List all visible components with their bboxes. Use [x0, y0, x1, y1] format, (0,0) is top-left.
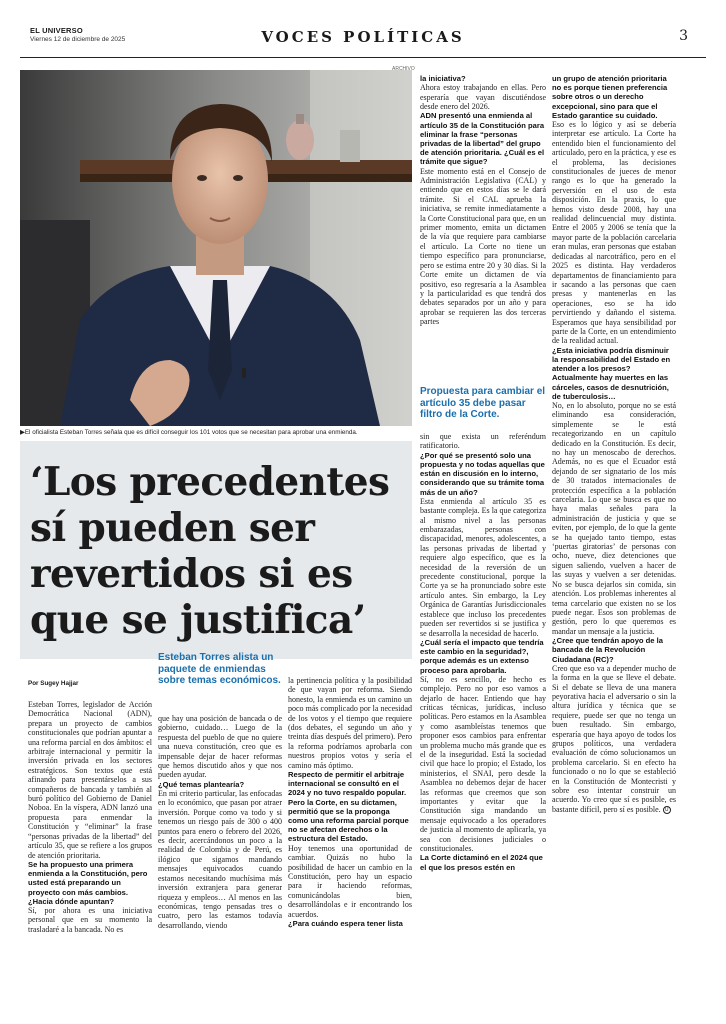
- article-column-5: [552, 74, 676, 814]
- answer: Sí, no es sencillo, de hecho es complejo. Pero no por eso vamos a dejarlo de hacer. Entiendo que hay críticas técnicas, jurídicas, incluso políticas. Pero estamos en la Asamblea y como asambleístas tenemos que proponer esos cambios para enfrentar un problema mucho más grande que es el de la inseguridad. Está la sociedad civil que hace lo propio; el Estado, los ministerios, el SNAI, pero desde la Asamblea no debemos dejar de hacer las reformas que creemos que son importantes y evitar que la Constitución siga mandando un mensaje equivocado a los operadores de justicia al momento de aplicarla, ya sea con decisiones judiciales o constitucionales.: [420, 674, 546, 854]
- masthead: [20, 22, 706, 58]
- question: La Corte dictaminó en el 2024 que el que los presos estén en: [420, 853, 543, 872]
- closing-answer: Creo que eso va a depender mucho de la forma en la que se lleve el debate. Si el debate se lleva de una manera peyorativa hacia el adversario o sin la altura jurídica y técnica que se requiere, puede ser que no tenga un buen resultado. Sin embargo, esperaría que haya apoyo de todos los grupos políticos, una verdadera evaluación de cómo solucionamos un problema carcelario. Si en efecto ha funcionado o no lo que se estableció en la Constitución de Montecristi y sobre eso intentar construir un acuerdo. Yo creo que sí es posible, es bastante difícil, pero sí es posible.: [552, 663, 676, 814]
- article-column-1: [28, 700, 152, 934]
- question: Respecto de permitir el arbitraje internacional se consultó en el 2024 y no tuvo respaldo popular. Pero la Corte, en su dictamen, permitió que se la proponga como una reforma parcial porque no se afectan derechos o la estructura del Estado.: [288, 770, 409, 844]
- article-column-4: [420, 74, 546, 327]
- question: la iniciativa?: [420, 74, 466, 83]
- photo-caption-text: El oficialista Esteban Torres señala que es difícil conseguir los 101 votos que se necesitan para aprobar una enmienda.: [24, 429, 358, 436]
- answer: Sí, por ahora es una iniciativa personal que en su momento la trasladaré a la bancada. No es: [28, 905, 152, 934]
- pull-quote-article-35: Propuesta para cambiar el artículo 35 debe pasar filtro de la Corte.: [420, 386, 546, 420]
- caption-marker-icon: ▶: [20, 429, 25, 436]
- publication-date: Viernes 12 de diciembre de 2025: [30, 36, 126, 43]
- answer: [552, 664, 676, 815]
- publication-name: EL UNIVERSO: [30, 26, 83, 35]
- pull-quote-economic: Esteban Torres alista un paquete de enmiendas sobre temas económicos.: [158, 652, 281, 686]
- end-mark-icon: U: [663, 806, 671, 814]
- answer: que hay una posición de bancada o de gobierno, cuidado… Luego de la respuesta del pueblo de que no quiere una nueva constitución, creo que es impensable dejar de hacer reformas que hemos discutido años y que nos pueden ayudar.: [158, 714, 282, 780]
- question: ¿Esta iniciativa podría disminuir la responsabilidad del Estado en atender a los presos? Actualmente hay muertes en las cárceles, casos de desnutrición, de tuberculosis…: [552, 345, 671, 401]
- headline: ‘Los precedentes sí pueden ser revertidos si es que se justifica’: [30, 459, 390, 643]
- answer: Ahora estoy trabajando en ellas. Pero esperaría que vayan discutiéndose desde enero del 2026.: [420, 83, 546, 112]
- question: ¿Por qué se presentó solo una propuesta y no todas aquellas que están en discusión en lo interno, considerando que su trámite toma más de un año?: [420, 450, 545, 497]
- answer: Esta enmienda al artículo 35 es bastante compleja. Es la que categoriza al mismo nivel a las personas embarazadas, personas con discapacidad, menores, adolescentes, a las personas privadas de libertad y requiere algo específico, que es la necesidad de la reversión de un precedente constitucional, porque la Corte ya se ha pronunciado sobre este artículo antes. Sin embargo, la Ley Orgánica de Garantías Jurisdiccionales establece que incluso los precedentes pueden ser revertidos si se justifica y se desarrolla la necesidad de hacerlo.: [420, 496, 546, 638]
- answer: Hoy tenemos una oportunidad de cambiar. Quizás no hubo la posibilidad de hacer un cambio en la Constitución, pero hay un espacio para ir haciendo reformas, comunicándolas bien, desarrollándolas e ir encontrando los acuerdos.: [288, 843, 412, 919]
- answer: sin que exista un referéndum ratificatorio.: [420, 432, 546, 451]
- photo-credit: ARCHIVO: [392, 66, 415, 72]
- portrait-photo: [20, 70, 412, 426]
- question: un grupo de atención prioritaria no es porque tienen preferencia sobre otros o un derecho excepcional, sino para que el Estado garantice su cuidado.: [552, 74, 668, 120]
- question: ¿Para cuándo espera tener lista: [288, 918, 403, 928]
- question: Se ha propuesto una primera enmienda a la Constitución, pero usted está preparando un proyecto con más cambios. ¿Hacia dónde apuntan?: [28, 859, 148, 906]
- section-title: VOCES POLÍTICAS: [261, 28, 465, 46]
- headline-box: [20, 441, 412, 659]
- answer: la pertinencia política y la posibilidad de que vayan por reforma. Siendo honesto, la enmienda es un camino un poco más complicado por la necesidad de los votos y el tiempo que requiere (dos debates, el segundo un año y treinta días después del primero). Pero la reforma podríamos aprobarla con nuestros propios votos y sería el camino más óptimo.: [288, 676, 412, 770]
- answer: En mi criterio particular, las enfocadas en lo económico, que pasan por atraer inversión. Porque como va todo y si tenemos un riesgo país de 300 o 400 puntos para enero o febrero del 2026, es decir, acercándonos un poco a la realidad de Colombia y de Perú, es ilógico que sigamos mandando mensajes equivocados cuando estamos necesitando muchísima más inversión extranjera para generar riqueza y empleos… Al menos en las económicas, tengo pensadas tres o cuatro, pero las estamos todavía desarrollando, viendo: [158, 789, 282, 930]
- article-column-2: [158, 714, 282, 930]
- article-column-4-lower: [420, 432, 546, 872]
- question: ADN presentó una enmienda al artículo 35 de la Constitución para eliminar la frase “personas privadas de la libertad” del grupo de atención prioritaria. ¿Cuál es el trámite que sigue?: [420, 111, 545, 167]
- photo-caption: [20, 429, 412, 437]
- intro-paragraph: Esteban Torres, legislador de Acción Democrática Nacional (ADN), prepara un proyecto de cambios constitucionales que podrían apuntar a una reforma parcial en dos ámbitos: el arbitraje internacional y permitir la inversión privada en los sectores estratégicos. Son textos que está afinando para presentárselos a sus compañeros de bancada y también al buró político del Gobierno de Daniel Noboa. En la víspera, ADN lanzó una propuesta para enmendar la Constitución y “eliminar” la frase “personas privadas de la libertad” del artículo 35, que se refiere a los grupos de atención prioritaria.: [28, 700, 152, 860]
- question: ¿Cree que tendrán apoyo de la bancada de la Revolución Ciudadana (RC)?: [552, 636, 663, 664]
- article-column-3: [288, 676, 412, 928]
- answer: Este momento está en el Consejo de Administración Legislativa (CAL) y entiendo que en estos días se le dará trámite. Si el CAL aprueba la iniciativa, se remite inmediatamente a la Corte Constitucional para que, en un primer momento, emita un dictamen de la vía que requiere para cambiarse el artículo. La Corte no tiene un tiempo específico para pronunciarse, pero se estima entre 20 y 30 días. Si la Corte emite un dictamen de vía positivo, eso regresaría a la Asamblea y la particularidad es que tendrá dos debates separados por un año y para aprobar se requieren las dos terceras partes: [420, 166, 546, 327]
- byline: Por Sugey Hajjar: [28, 680, 79, 687]
- answer: Eso es lo lógico y así se debería interpretar ese artículo. La Corte ha entendido bien el funcionamiento del articulado, pero en la práctica, y ese es el problema, las decisiones constitucionales de jueces de menor rango es lo que ha generado la perversión en el uso de esta disposición. En la praxis, lo que hemos visto desde 2008, hay una realidad delincuencial muy distinta. Entre el 2005 y 2006 se tenía que la mayor parte de la población carcelaria eran mulas, eran personas que estaban dedicadas al narcotráfico, pero en el 2025 es distinta. Hay verdaderos departamentos de financiamiento para ir sacando a las personas que caen presas y mantenerlas en las operaciones, eso se ha ido pervirtiendo y dañando el sistema. Esperamos que haya sensibilidad por parte de la Corte, en un entendimiento de la realidad actual.: [552, 120, 676, 346]
- page-number: 3: [679, 28, 688, 44]
- question: ¿Cuál sería el impacto que tendría este cambio en la seguridad?, porque además es un extenso proceso para aprobarla.: [420, 637, 544, 675]
- question: ¿Qué temas plantearía?: [158, 779, 245, 789]
- answer: No, en lo absoluto, porque no se está eliminando esa consideración, simplemente se le está recategorizando en un capítulo dedicado en la Constitución. Es decir, no hay un menoscabo de derechos. Además, no es que el Ecuador está dejando de ser signatario de los más de 30 tratados internacionales de protección específica a la población carcelaria. Lo que se busca es que no haya malas señales para la administración de justicia y que se eviten, por ejemplo, de lo que la gente se ha quejado tanto tiempo, estas ‘puertas giratorias’ de personas con ocho, nueve, diez detenciones que siguen saliendo, vuelven a hacer de las suyas y vuelven a ser detenidas. No se busca dejarlos sin comida, sin atención. Los problemas inherentes al tema carcelario que existen no se los puede negar. Esos son problemas de gestión, pero lo que queremos es mandar un mensaje a la justicia.: [552, 400, 676, 636]
